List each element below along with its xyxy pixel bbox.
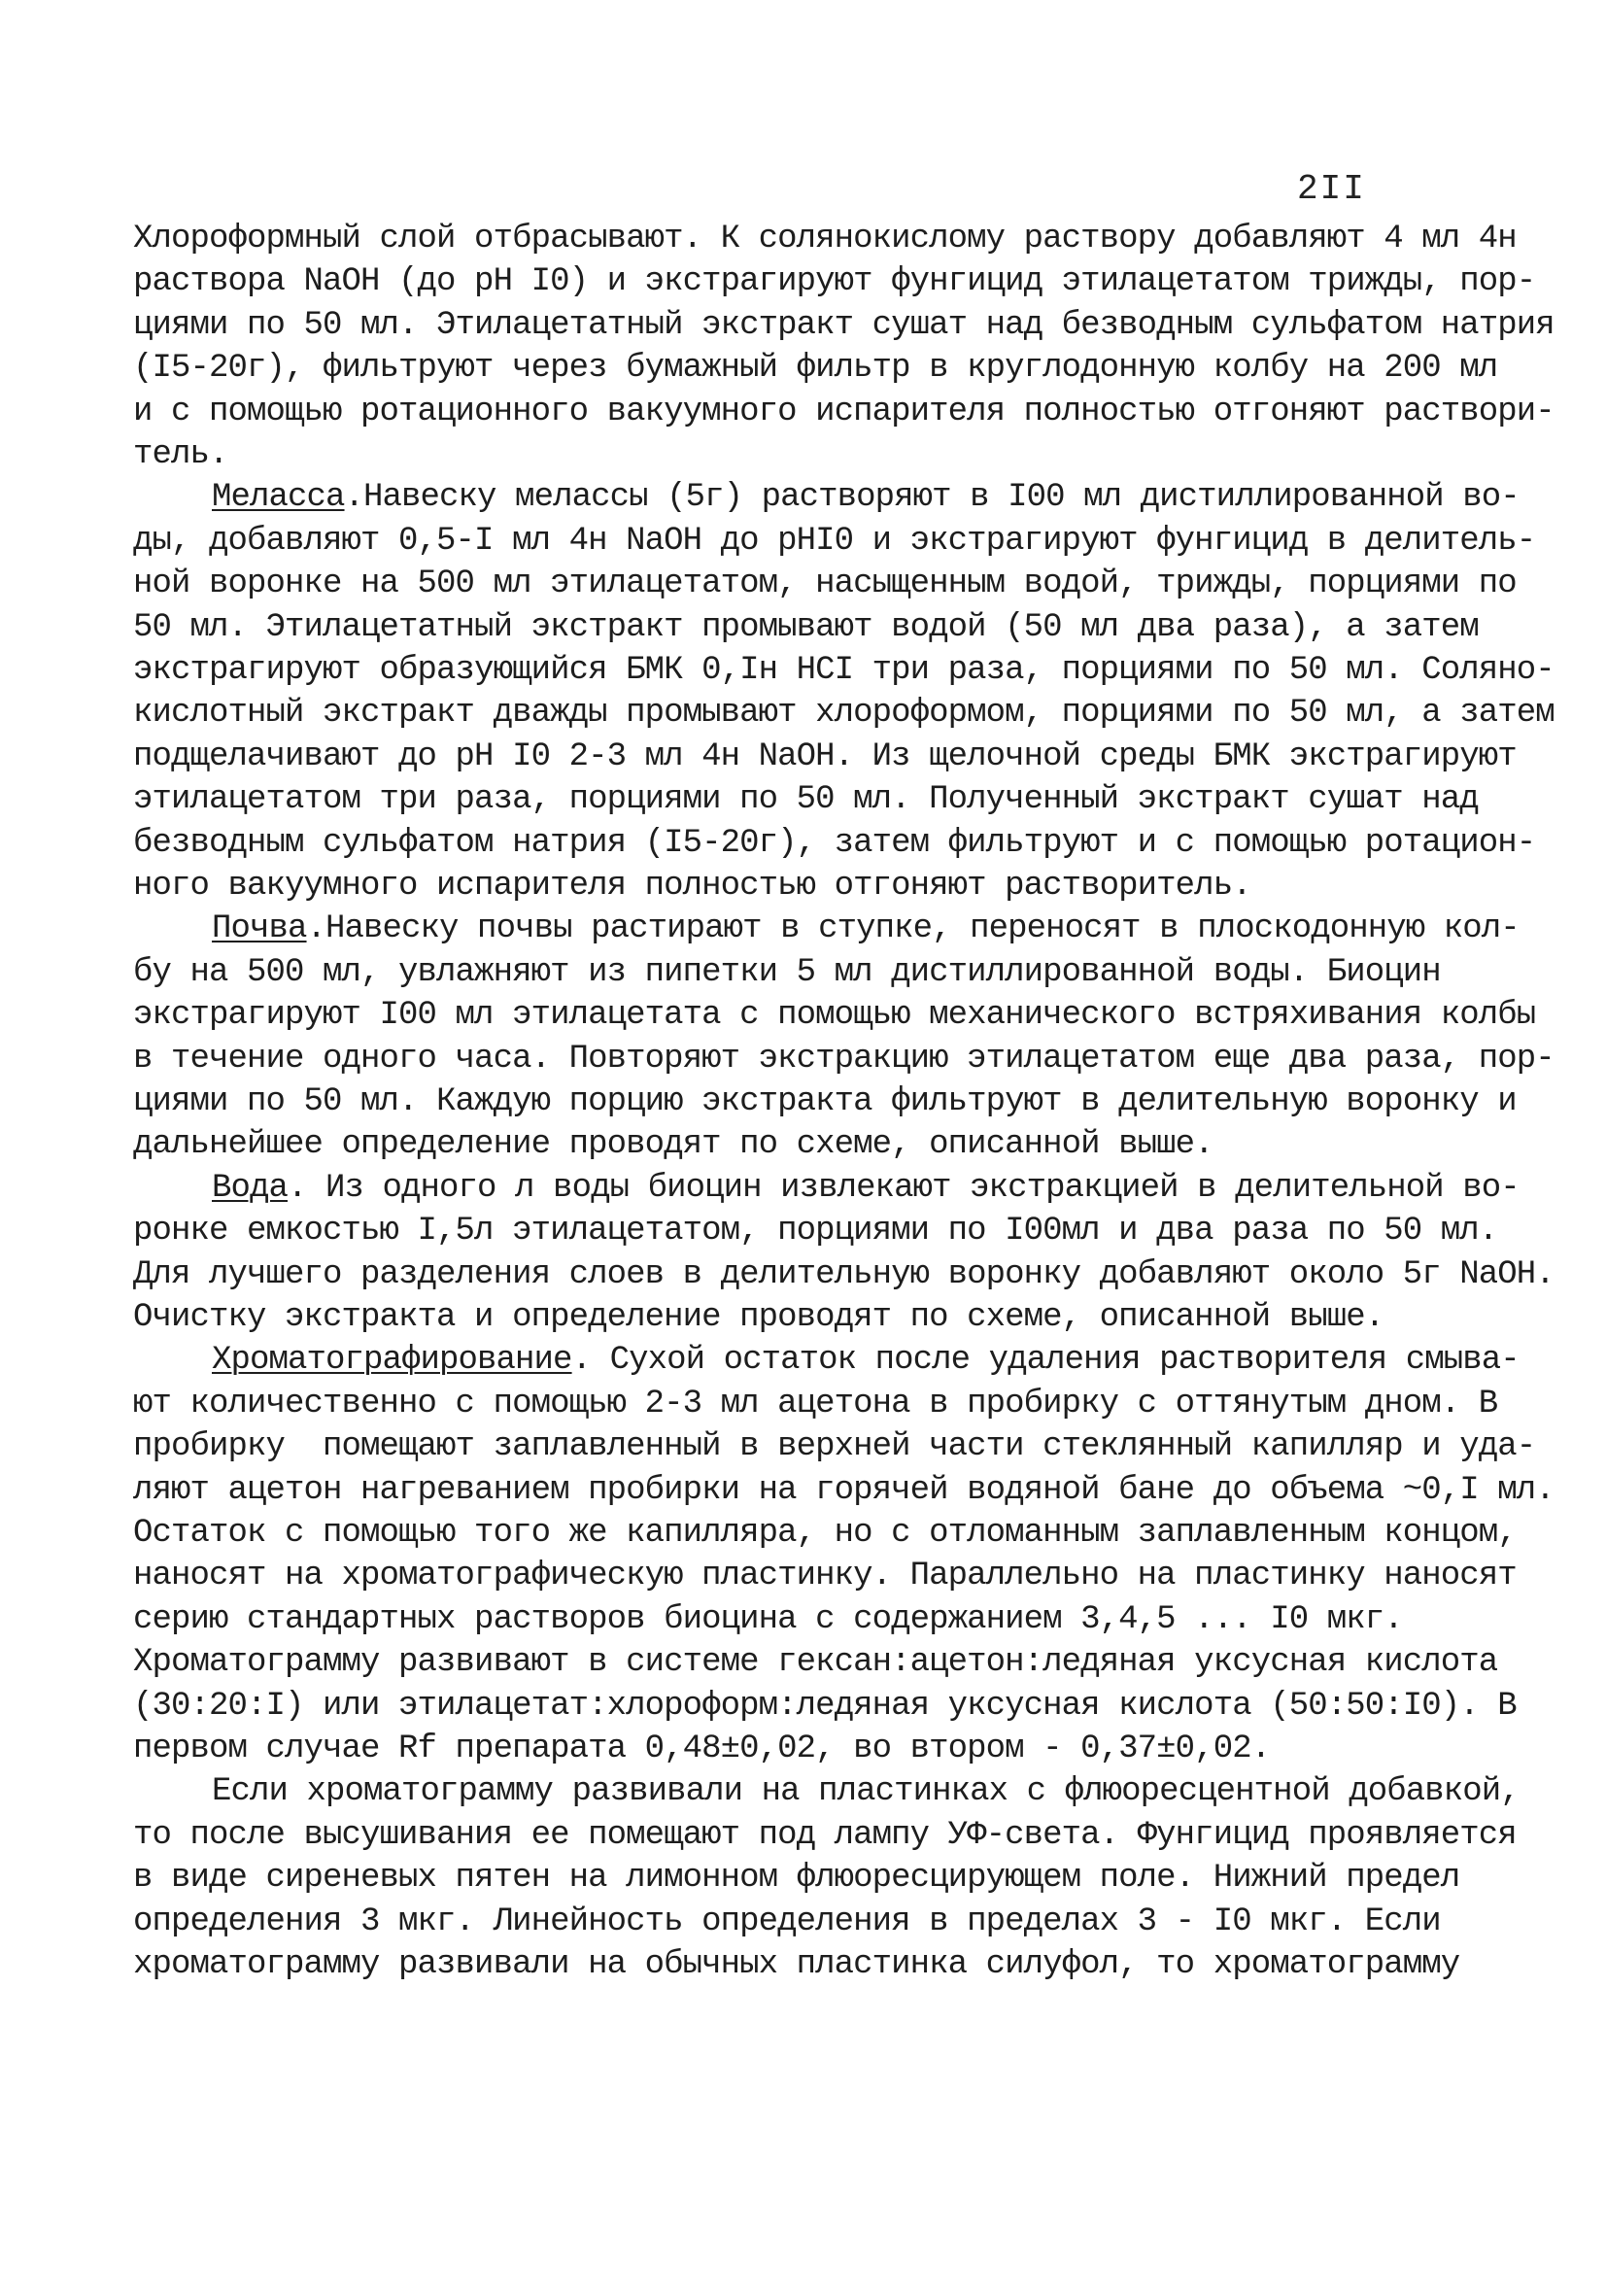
section-heading: Вода bbox=[212, 1169, 289, 1207]
section-heading: Почва bbox=[212, 910, 307, 948]
text-line bbox=[212, 908, 1520, 950]
text-line bbox=[133, 1425, 1535, 1468]
text-line bbox=[133, 260, 1535, 303]
text-line bbox=[133, 1210, 1497, 1252]
line-text: циями по 50 мл. Этилацетатный экстракт сушат над безводным сульфатом натрия bbox=[133, 306, 1555, 344]
line-text: Для лучшего разделения слоев в делительную воронку добавляют около 5г NaOH. bbox=[133, 1255, 1555, 1293]
text-line bbox=[133, 1728, 1270, 1770]
line-text: .Навеску почвы растирают в ступке, переносят в плоскодонную кол- bbox=[306, 910, 1520, 948]
line-text: Хроматограмму развивают в системе гексан:ацетон:ледяная уксусная кислота bbox=[133, 1644, 1498, 1682]
line-text: (30:20:I) или этилацетат:хлороформ:ледяная уксусная кислота (50:50:I0). В bbox=[133, 1687, 1517, 1725]
text-line bbox=[133, 865, 1251, 908]
line-text: . Сухой остаток после удаления растворителя смыва- bbox=[571, 1342, 1520, 1380]
line-text: кислотный экстракт дважды промывают хлороформом, порциями по 50 мл, а затем bbox=[133, 695, 1555, 733]
text-line bbox=[133, 736, 1517, 778]
line-text: серию стандартных растворов биоцина с содержанием 3,4,5 ... I0 мкг. bbox=[133, 1600, 1403, 1638]
line-text: то после высушивания ее помещают под лампу УФ-света. Фунгицид проявляется bbox=[133, 1816, 1517, 1854]
text-line bbox=[133, 1512, 1517, 1555]
line-text: Очистку экстракта и определение проводят по схеме, описанной выше. bbox=[133, 1299, 1384, 1336]
line-text: ляют ацетон нагреванием пробирки на горячей водяной бане до объема ~0,I мл. bbox=[133, 1471, 1555, 1509]
line-text: в виде сиреневых пятен на лимонном флюоресцирующем поле. Нижний предел bbox=[133, 1860, 1460, 1898]
line-text: ного вакуумного испарителя полностью отгоняют растворитель. bbox=[133, 868, 1251, 905]
text-line bbox=[133, 649, 1555, 692]
text-line bbox=[133, 1943, 1459, 1986]
text-line bbox=[133, 304, 1555, 347]
page-number: 2II bbox=[1297, 169, 1366, 209]
section-heading: Хроматографирование bbox=[212, 1342, 572, 1380]
line-text: безводным сульфатом натрия (I5-20г), затем фильтруют и с помощью ротацион- bbox=[133, 824, 1536, 862]
text-line bbox=[133, 1555, 1517, 1597]
line-text: определения 3 мкг. Линейность определения в пределах 3 - I0 мкг. Если bbox=[133, 1902, 1441, 1940]
text-line bbox=[133, 1038, 1555, 1080]
line-text: Если хроматограмму развивали на пластинках с флюоресцентной добавкой, bbox=[212, 1773, 1520, 1811]
line-text: Остаток с помощью того же капилляра, но с отломанным заплавленным концом, bbox=[133, 1515, 1517, 1552]
line-text: дальнейшее определение проводят по схеме, описанной выше. bbox=[133, 1126, 1213, 1164]
line-text: раствора NaOH (до pH I0) и экстрагируют фунгицид этилацетатом трижды, пор- bbox=[133, 263, 1536, 301]
line-text: .Навеску мелассы (5г) растворяют в I00 мл дистиллированной во- bbox=[344, 479, 1520, 517]
line-text: экстрагируют образующийся БМК 0,Iн HCI три раза, порциями по 50 мл. Соляно- bbox=[133, 652, 1555, 689]
text-line bbox=[133, 347, 1497, 390]
line-text: и с помощью ротационного вакуумного испарителя полностью отгоняют раствори- bbox=[133, 393, 1555, 430]
text-line bbox=[133, 1857, 1459, 1900]
text-line bbox=[212, 1339, 1520, 1382]
line-text: ной воронке на 500 мл этилацетатом, насыщенным водой, трижды, порциями по bbox=[133, 565, 1517, 603]
line-text: Хлороформный слой отбрасывают. К солянокислому раствору добавляют 4 мл 4н bbox=[133, 221, 1517, 257]
line-text: экстрагируют I00 мл этилацетата с помощью механического встряхивания колбы bbox=[133, 997, 1536, 1035]
text-line bbox=[212, 1167, 1520, 1210]
text-line bbox=[133, 1253, 1555, 1296]
text-line bbox=[133, 1598, 1403, 1641]
text-line bbox=[133, 1901, 1441, 1943]
text-line bbox=[133, 1641, 1497, 1684]
line-text: хроматограмму развивали на обычных пластинка силуфол, то хроматограмму bbox=[133, 1946, 1460, 1983]
text-line bbox=[133, 218, 1517, 260]
text-line bbox=[133, 822, 1535, 865]
text-line bbox=[133, 1469, 1555, 1512]
line-text: ронке емкостью I,5л этилацетатом, порциями по I00мл и два раза по 50 мл. bbox=[133, 1213, 1498, 1251]
text-line bbox=[133, 520, 1535, 563]
line-text: (I5-20г), фильтруют через бумажный фильтр в круглодонную колбу на 200 мл bbox=[133, 350, 1498, 388]
line-text: ды, добавляют 0,5-I мл 4н NaOH до pHI0 и экстрагируют фунгицид в делитель- bbox=[133, 522, 1536, 560]
section-heading: Меласса bbox=[212, 479, 345, 517]
line-text: первом случае Rf препарата 0,48±0,02, во втором - 0,37±0,02. bbox=[133, 1731, 1271, 1767]
text-line bbox=[133, 692, 1555, 735]
line-text: в течение одного часа. Повторяют экстракцию этилацетатом еще два раза, пор- bbox=[133, 1040, 1555, 1078]
line-text: . Из одного л воды биоцин извлекают экстракцией в делительной во- bbox=[288, 1169, 1520, 1207]
text-line bbox=[133, 1080, 1517, 1123]
line-text: тель. bbox=[133, 436, 228, 473]
text-line bbox=[212, 1770, 1520, 1813]
line-text: подщелачивают до pH I0 2-3 мл 4н NaOH. Из щелочной среды БМК экстрагируют bbox=[133, 737, 1517, 775]
line-text: 50 мл. Этилацетатный экстракт промывают водой (50 мл два раза), а затем bbox=[133, 608, 1479, 646]
line-text: наносят на хроматографическую пластинку. Параллельно на пластинку наносят bbox=[133, 1558, 1517, 1595]
text-line bbox=[133, 1123, 1213, 1166]
line-text: бу на 500 мл, увлажняют из пипетки 5 мл дистиллированной воды. Биоцин bbox=[133, 953, 1441, 991]
text-line bbox=[133, 1383, 1497, 1425]
text-line bbox=[133, 391, 1555, 433]
text-line bbox=[133, 1685, 1517, 1728]
text-line bbox=[133, 606, 1479, 649]
text-line bbox=[133, 778, 1479, 821]
text-line bbox=[133, 951, 1441, 994]
line-text: этилацетатом три раза, порциями по 50 мл. Полученный экстракт сушат над bbox=[133, 781, 1479, 819]
text-line bbox=[212, 476, 1520, 519]
text-line bbox=[133, 1814, 1517, 1857]
line-text: циями по 50 мл. Каждую порцию экстракта фильтруют в делительную воронку и bbox=[133, 1083, 1517, 1120]
line-text: пробирку помещают заплавленный в верхней части стеклянный капилляр и уда- bbox=[133, 1428, 1536, 1466]
line-text: ют количественно с помощью 2-3 мл ацетона в пробирку с оттянутым дном. В bbox=[133, 1385, 1498, 1422]
text-line bbox=[133, 433, 228, 476]
text-line bbox=[133, 994, 1535, 1037]
text-line bbox=[133, 563, 1517, 605]
text-line bbox=[133, 1296, 1384, 1339]
